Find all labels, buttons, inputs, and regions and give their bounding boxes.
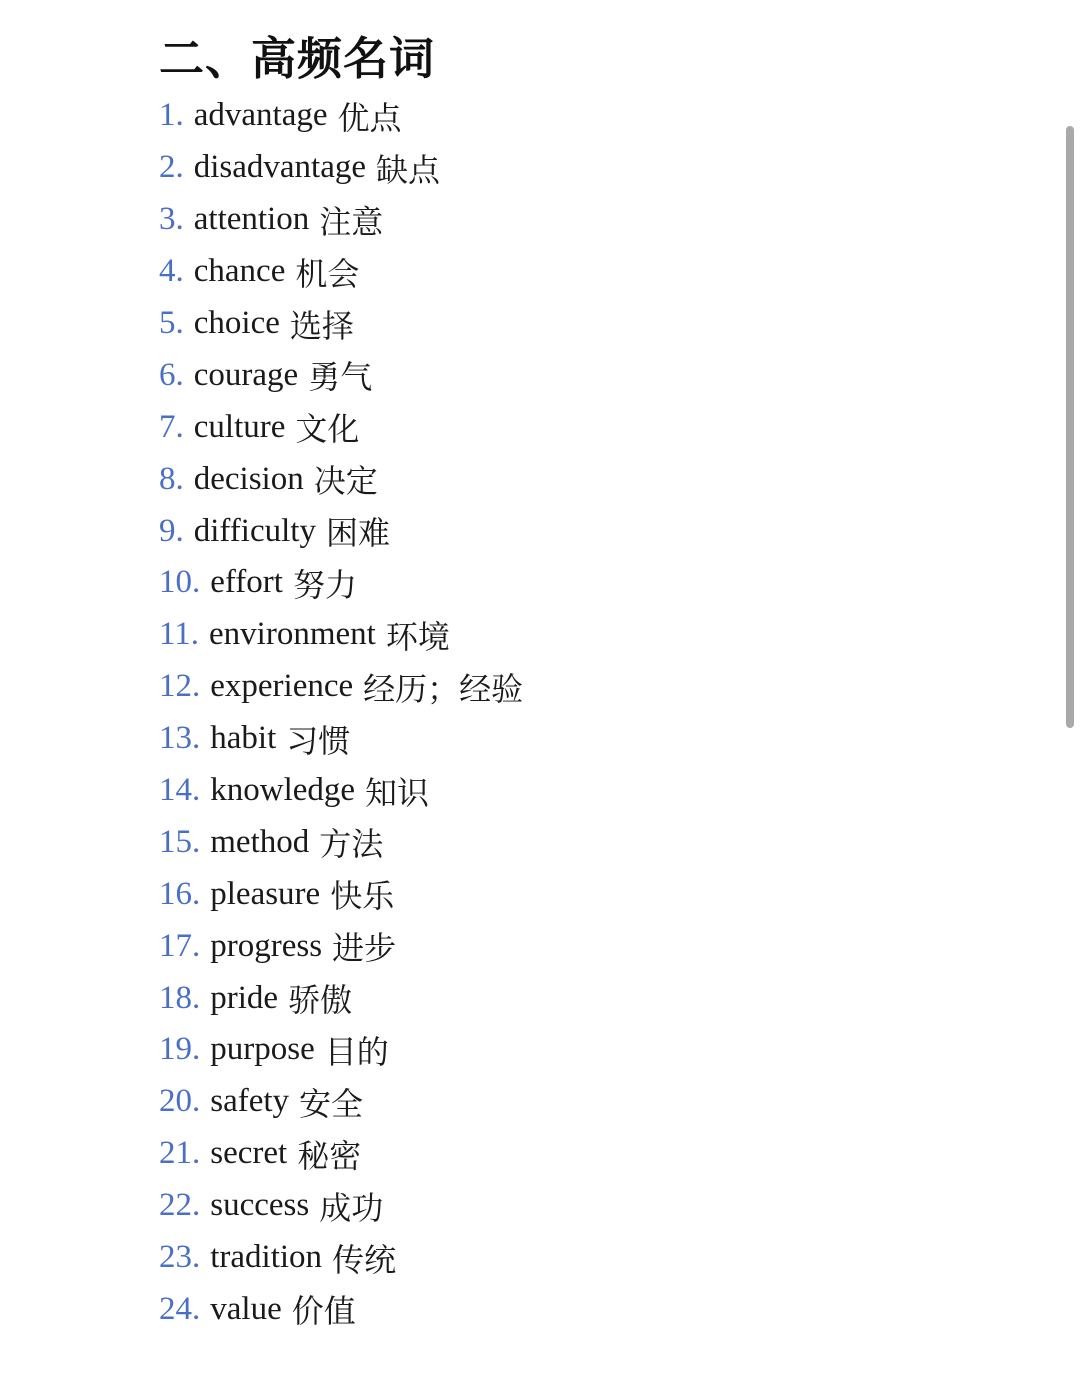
- item-chinese: 努力: [292, 565, 357, 604]
- item-chinese: 价值: [291, 1292, 356, 1331]
- list-item: [159, 1076, 1039, 1128]
- list-item: [159, 1024, 1039, 1076]
- item-english: purpose: [210, 1031, 315, 1068]
- item-chinese: 习惯: [286, 721, 351, 760]
- list-item: [159, 868, 1039, 920]
- item-number: 2.: [159, 149, 184, 186]
- item-chinese: 目的: [324, 1032, 389, 1071]
- item-number: 8.: [159, 460, 184, 497]
- item-chinese: 环境: [385, 617, 450, 656]
- item-chinese: 文化: [295, 410, 360, 449]
- item-number: 10.: [159, 564, 201, 601]
- item-english: safety: [210, 1083, 290, 1120]
- item-number: 7.: [159, 408, 184, 445]
- item-chinese: 传统: [332, 1240, 397, 1279]
- list-item: [159, 349, 1039, 401]
- item-chinese: 困难: [325, 514, 390, 553]
- item-number: 16.: [159, 875, 201, 912]
- item-chinese: 经历；经验: [363, 669, 524, 708]
- vocabulary-list: [159, 90, 1039, 1335]
- list-item: [159, 453, 1039, 505]
- item-number: 4.: [159, 253, 184, 290]
- item-english: pleasure: [210, 875, 321, 912]
- document-content: [159, 28, 1039, 1335]
- item-number: 21.: [159, 1135, 201, 1172]
- list-item: [159, 920, 1039, 972]
- item-number: 6.: [159, 356, 184, 393]
- item-chinese: 注意: [319, 202, 384, 241]
- item-english: environment: [209, 616, 376, 653]
- item-english: culture: [193, 408, 286, 445]
- list-item: [159, 401, 1039, 453]
- item-chinese: 骄傲: [288, 981, 353, 1020]
- item-number: 13.: [159, 720, 201, 757]
- list-item: [159, 90, 1039, 142]
- item-number: 5.: [159, 305, 184, 341]
- item-english: difficulty: [193, 512, 316, 549]
- item-english: pride: [210, 979, 279, 1016]
- list-item: [159, 1283, 1039, 1335]
- item-english: disadvantage: [193, 149, 367, 186]
- scrollbar-thumb[interactable]: [1066, 126, 1074, 728]
- item-chinese: 快乐: [330, 877, 395, 916]
- list-item: [159, 505, 1039, 557]
- list-item: [159, 298, 1039, 350]
- item-number: 19.: [159, 1031, 201, 1068]
- item-english: effort: [210, 564, 283, 601]
- item-english: knowledge: [210, 772, 356, 809]
- item-number: 20.: [159, 1083, 201, 1120]
- list-item: [159, 765, 1039, 817]
- item-english: decision: [193, 460, 304, 497]
- item-chinese: 缺点: [376, 150, 441, 189]
- item-number: 18.: [159, 979, 201, 1016]
- list-item: [159, 713, 1039, 765]
- item-number: 14.: [159, 772, 201, 809]
- item-chinese: 安全: [299, 1084, 364, 1123]
- item-chinese: 决定: [313, 462, 378, 501]
- item-chinese: 方法: [319, 825, 384, 864]
- item-english: choice: [193, 305, 280, 341]
- scrollbar[interactable]: [1066, 0, 1076, 1375]
- item-number: 24.: [159, 1290, 201, 1327]
- item-number: 11.: [159, 616, 200, 653]
- item-english: experience: [210, 668, 354, 705]
- item-chinese: 机会: [295, 254, 360, 293]
- item-english: attention: [193, 201, 310, 238]
- list-item: [159, 557, 1039, 609]
- item-chinese: 知识: [365, 773, 430, 812]
- list-item: [159, 1180, 1039, 1232]
- item-english: courage: [193, 356, 299, 393]
- item-chinese: 优点: [337, 98, 402, 137]
- item-chinese: 成功: [319, 1188, 384, 1227]
- list-item: [159, 194, 1039, 246]
- section-title: 二、高频名词: [159, 32, 436, 85]
- item-chinese: 勇气: [308, 358, 373, 397]
- item-number: 9.: [159, 512, 184, 549]
- item-number: 15.: [159, 823, 201, 860]
- item-english: chance: [193, 253, 286, 290]
- list-item: [159, 246, 1039, 298]
- item-number: 12.: [159, 668, 201, 705]
- item-english: advantage: [193, 97, 328, 134]
- item-english: tradition: [210, 1239, 323, 1276]
- list-item: [159, 972, 1039, 1024]
- item-chinese: 秘密: [297, 1136, 362, 1175]
- item-chinese: 进步: [332, 929, 397, 968]
- item-number: 23.: [159, 1239, 201, 1276]
- list-item: [159, 142, 1039, 194]
- list-item: [159, 1128, 1039, 1180]
- item-number: 3.: [159, 201, 184, 238]
- list-item: [159, 609, 1039, 661]
- item-english: habit: [210, 720, 277, 757]
- list-item: [159, 1232, 1039, 1284]
- item-number: 22.: [159, 1187, 201, 1224]
- item-chinese: 选择: [289, 306, 354, 345]
- item-english: progress: [210, 927, 323, 964]
- list-item: [159, 816, 1039, 868]
- item-english: success: [210, 1187, 310, 1224]
- item-number: 1.: [159, 97, 184, 134]
- item-number: 17.: [159, 927, 201, 964]
- item-english: value: [210, 1290, 282, 1327]
- list-item: [159, 661, 1039, 713]
- item-english: method: [210, 823, 310, 860]
- item-english: secret: [210, 1135, 288, 1172]
